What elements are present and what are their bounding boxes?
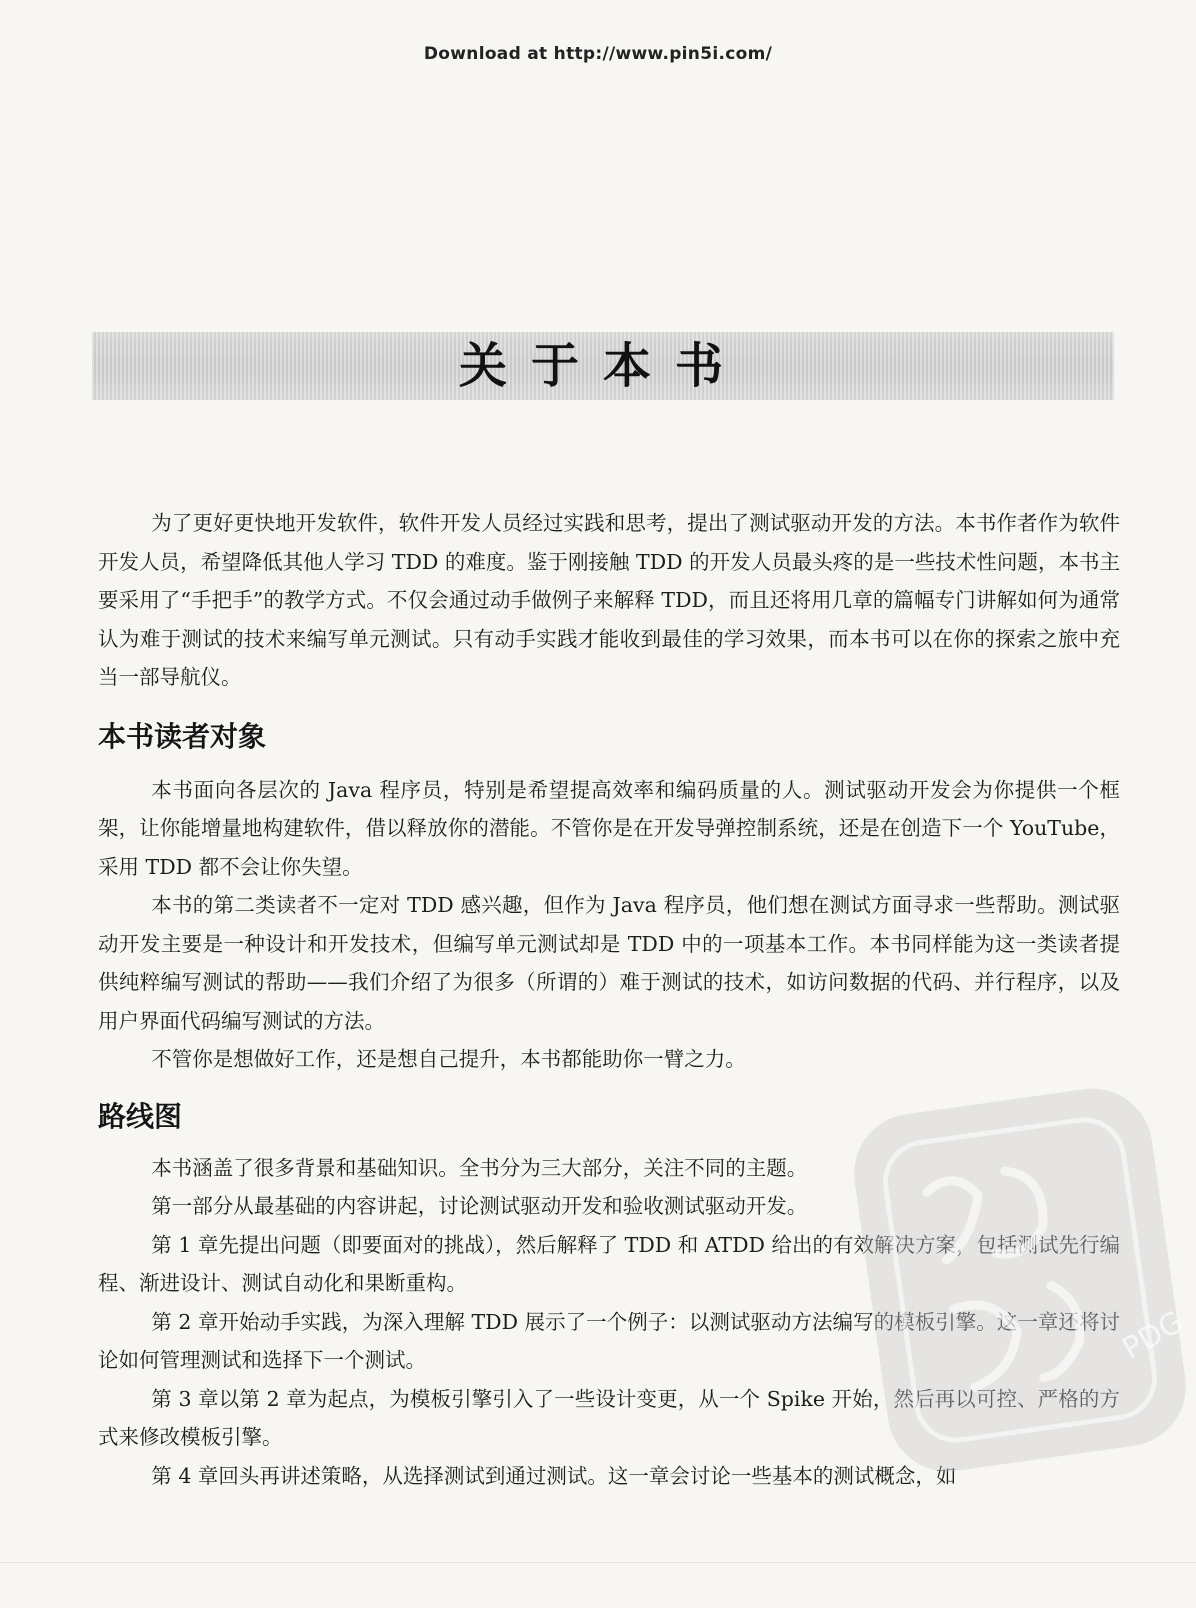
page-content xyxy=(98,504,1120,1495)
page-bottom-rule xyxy=(0,1562,1196,1563)
roadmap-paragraph: 第一部分从最基础的内容讲起，讨论测试驱动开发和验收测试驱动开发。 xyxy=(151,1194,808,1218)
roadmap-paragraph: 第 2 章开始动手实践，为深入理解 TDD 展示了一个例子：以测试驱动方法编写的模板引擎。这一章还将讨论如何管理测试和选择下一个测试。 xyxy=(98,1309,1120,1372)
page-title: 关于本书 xyxy=(458,338,747,394)
readers-heading: 本书读者对象 xyxy=(98,719,267,753)
roadmap-heading: 路线图 xyxy=(98,1099,183,1133)
title-banner xyxy=(92,332,1114,400)
readers-paragraph: 本书面向各层次的 Java 程序员，特别是希望提高效率和编码质量的人。测试驱动开发会为你提供一个框架，让你能增量地构建软件，借以释放你的潜能。不管你是在开发导弹控制系统，还是在创造下一个 YouTube，采用 TDD 都不会让你失望。 xyxy=(98,777,1120,879)
download-link[interactable]: Download at http://www.pin5i.com/ xyxy=(423,44,773,64)
readers-paragraph: 本书的第二类读者不一定对 TDD 感兴趣，但作为 Java 程序员，他们想在测试方面寻求一些帮助。测试驱动开发主要是一种设计和开发技术，但编写单元测试却是 TDD 中的一项基本工作。本书同样能为这一类读者提供纯粹编写测试的帮助——我们介绍了为很多（所谓的）难于测试的技术，如访问数据的代码、并行程序，以及用户界面代码编写测试的方法。 xyxy=(98,893,1120,1033)
watermark-label: PDG xyxy=(1116,1304,1190,1367)
roadmap-paragraph: 第 1 章先提出问题（即要面对的挑战），然后解释了 TDD 和 ATDD 给出的有效解决方案，包括测试先行编程、渐进设计、测试自动化和果断重构。 xyxy=(98,1232,1120,1295)
roadmap-paragraph: 本书涵盖了很多背景和基础知识。全书分为三大部分，关注不同的主题。 xyxy=(151,1155,808,1180)
intro-paragraph: 为了更好更快地开发软件，软件开发人员经过实践和思考，提出了测试驱动开发的方法。本书作者作为软件开发人员，希望降低其他人学习 TDD 的难度。鉴于刚接触 TDD 的开发人员最头疼的是一些技术性问题，本书主要采用了“手把手”的教学方式。不仅会通过动手做例子来解释 TDD，而且还将用几章的篇幅专门讲解如何为通常认为难于测试的技术来编写单元测试。只有动手实践才能收到最佳的学习效果，而本书可以在你的探索之旅中充当一部导航仪。 xyxy=(98,511,1120,689)
roadmap-paragraph: 第 3 章以第 2 章为起点，为模板引擎引入了一些设计变更，从一个 Spike 开始，然后再以可控、严格的方式来修改模板引擎。 xyxy=(98,1386,1120,1449)
roadmap-paragraph: 第 4 章回头再讲述策略，从选择测试到通过测试。这一章会讨论一些基本的测试概念，如 xyxy=(151,1463,957,1488)
readers-paragraph: 不管你是想做好工作，还是想自己提升，本书都能助你一臂之力。 xyxy=(151,1047,746,1071)
